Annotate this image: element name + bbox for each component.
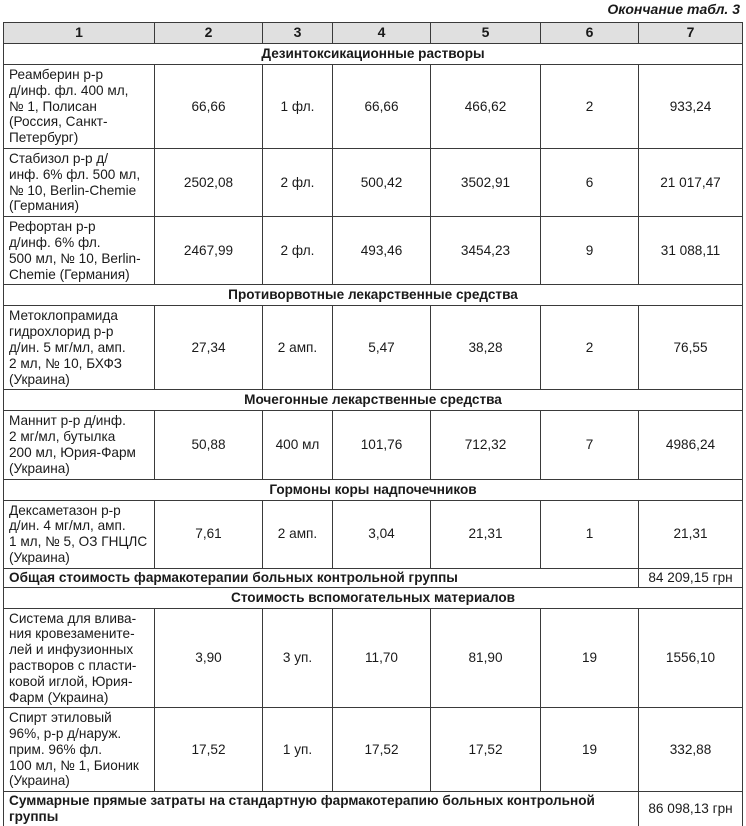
value-cell: 2 bbox=[541, 65, 639, 149]
value-cell: 101,76 bbox=[333, 411, 431, 479]
value-cell: 21,31 bbox=[431, 500, 541, 568]
total-value: 86 098,13 грн bbox=[639, 792, 743, 826]
col-header: 4 bbox=[333, 23, 431, 44]
total-pharma-row bbox=[4, 568, 743, 587]
table-row bbox=[4, 65, 743, 149]
drug-name-line: Метоклопрамида bbox=[9, 308, 118, 324]
drug-name-line: ковой иглой, Юрия- bbox=[9, 673, 133, 689]
drug-name-line: 1 мл, № 5, ОЗ ГНЦЛС bbox=[9, 534, 148, 550]
value-cell: 2 фл. bbox=[263, 148, 333, 216]
drug-name-cell bbox=[4, 411, 155, 479]
drug-name-line: растворов с пласти- bbox=[9, 657, 137, 673]
value-cell: 1 фл. bbox=[263, 65, 333, 149]
section-title: Дезинтоксикационные растворы bbox=[4, 44, 743, 65]
col-header: 5 bbox=[431, 23, 541, 44]
drug-name-line: Реамберин р-р bbox=[9, 67, 104, 82]
drug-name-line: № 10, Berlin-Chemie bbox=[9, 182, 137, 198]
value-cell: 66,66 bbox=[333, 65, 431, 149]
header-row bbox=[4, 23, 743, 44]
drug-name-line: (Германия) bbox=[9, 198, 79, 214]
value-cell: 7 bbox=[541, 411, 639, 479]
drug-name-cell bbox=[4, 708, 155, 792]
drug-name-line: д/ин. 4 мг/мл, амп. bbox=[9, 518, 126, 534]
drug-name-line: № 1, Полисан bbox=[9, 98, 97, 114]
table-row bbox=[4, 608, 743, 708]
value-cell: 933,24 bbox=[639, 65, 743, 149]
col-header: 2 bbox=[155, 23, 263, 44]
drug-name-line: 96%, р-р д/наруж. bbox=[9, 726, 122, 742]
section-title: Мочегонные лекарственные средства bbox=[4, 390, 743, 411]
value-cell: 3502,91 bbox=[431, 148, 541, 216]
total-direct-row bbox=[4, 792, 743, 826]
value-cell: 21 017,47 bbox=[639, 148, 743, 216]
drug-name-line: Петербург) bbox=[9, 130, 79, 146]
value-cell: 27,34 bbox=[155, 306, 263, 390]
value-cell: 66,66 bbox=[155, 65, 263, 149]
drug-name-line: прим. 96% фл. bbox=[9, 741, 102, 757]
value-cell: 7,61 bbox=[155, 500, 263, 568]
drug-name-line: 100 мл, № 1, Бионик bbox=[9, 757, 139, 773]
value-cell: 712,32 bbox=[431, 411, 541, 479]
table-body bbox=[4, 44, 743, 826]
value-cell: 3454,23 bbox=[431, 217, 541, 285]
section-row bbox=[4, 390, 743, 411]
value-cell: 2 bbox=[541, 306, 639, 390]
drug-name-line: 500 мл, № 10, Berlin- bbox=[9, 250, 141, 266]
drug-name-cell bbox=[4, 217, 155, 285]
value-cell: 500,42 bbox=[333, 148, 431, 216]
value-cell: 31 088,11 bbox=[639, 217, 743, 285]
drug-name-line: ния кровезамените- bbox=[9, 626, 135, 642]
drug-name-line: (Украина) bbox=[9, 773, 70, 789]
value-cell: 3,04 bbox=[333, 500, 431, 568]
drug-name-line: Спирт этиловый bbox=[9, 710, 112, 726]
drug-name-line: д/инф. 6% фл. bbox=[9, 234, 101, 250]
drug-name-cell bbox=[4, 306, 155, 390]
col-header: 3 bbox=[263, 23, 333, 44]
total-value: 84 209,15 грн bbox=[639, 568, 743, 587]
value-cell: 3 уп. bbox=[263, 608, 333, 708]
value-cell: 2467,99 bbox=[155, 217, 263, 285]
value-cell: 3,90 bbox=[155, 608, 263, 708]
value-cell: 38,28 bbox=[431, 306, 541, 390]
drug-name-cell bbox=[4, 608, 155, 708]
table-row bbox=[4, 500, 743, 568]
value-cell: 493,46 bbox=[333, 217, 431, 285]
drug-name-line: (Украина) bbox=[9, 460, 70, 476]
value-cell: 81,90 bbox=[431, 608, 541, 708]
drug-name-line: инф. 6% фл. 500 мл, bbox=[9, 166, 141, 182]
value-cell: 17,52 bbox=[155, 708, 263, 792]
section-row bbox=[4, 479, 743, 500]
value-cell: 1 уп. bbox=[263, 708, 333, 792]
section-row bbox=[4, 285, 743, 306]
table-row bbox=[4, 708, 743, 792]
value-cell: 2 фл. bbox=[263, 217, 333, 285]
table-row bbox=[4, 306, 743, 390]
value-cell: 400 мл bbox=[263, 411, 333, 479]
drug-name-line: (Украина) bbox=[9, 549, 70, 565]
value-cell: 466,62 bbox=[431, 65, 541, 149]
value-cell: 2502,08 bbox=[155, 148, 263, 216]
drug-name-line: Система для влива- bbox=[9, 610, 137, 626]
drug-name-line: 200 мл, Юрия-Фарм bbox=[9, 444, 136, 460]
drug-name-cell bbox=[4, 500, 155, 568]
value-cell: 332,88 bbox=[639, 708, 743, 792]
value-cell: 2 амп. bbox=[263, 500, 333, 568]
table-row bbox=[4, 148, 743, 216]
section-row bbox=[4, 587, 743, 608]
value-cell: 4986,24 bbox=[639, 411, 743, 479]
drug-name-line: Маннит р-р д/инф. bbox=[9, 413, 126, 429]
drug-name-line: Рефортан р-р bbox=[9, 219, 96, 235]
value-cell: 1 bbox=[541, 500, 639, 568]
drug-name-line: (Украина) bbox=[9, 371, 70, 387]
drug-name-line: Дексаметазон р-р bbox=[9, 502, 121, 518]
total-label: Суммарные прямые затраты на стандартную фармакотерапию больных контрольной группы bbox=[4, 792, 639, 826]
drug-name-line: лей и инфузионных bbox=[9, 642, 134, 658]
col-header: 7 bbox=[639, 23, 743, 44]
value-cell: 76,55 bbox=[639, 306, 743, 390]
value-cell: 19 bbox=[541, 608, 639, 708]
section-row bbox=[4, 44, 743, 65]
value-cell: 50,88 bbox=[155, 411, 263, 479]
value-cell: 11,70 bbox=[333, 608, 431, 708]
col-header: 6 bbox=[541, 23, 639, 44]
cost-table bbox=[3, 22, 743, 826]
drug-name-line: гидрохлорид р-р bbox=[9, 324, 114, 340]
value-cell: 17,52 bbox=[431, 708, 541, 792]
col-header: 1 bbox=[4, 23, 155, 44]
section-title: Противорвотные лекарственные средства bbox=[4, 285, 743, 306]
drug-name-cell bbox=[4, 65, 155, 149]
value-cell: 2 амп. bbox=[263, 306, 333, 390]
drug-name-cell bbox=[4, 148, 155, 216]
table-row bbox=[4, 411, 743, 479]
value-cell: 6 bbox=[541, 148, 639, 216]
drug-name-line: Стабизол р-р д/ bbox=[9, 150, 109, 166]
table-row bbox=[4, 217, 743, 285]
total-label: Общая стоимость фармакотерапии больных контрольной группы bbox=[4, 568, 639, 587]
drug-name-line: Фарм (Украина) bbox=[9, 689, 109, 705]
value-cell: 19 bbox=[541, 708, 639, 792]
table-caption: Окончание табл. 3 bbox=[607, 1, 740, 17]
value-cell: 9 bbox=[541, 217, 639, 285]
drug-name-line: д/ин. 5 мг/мл, амп. bbox=[9, 339, 126, 355]
drug-name-line: д/инф. фл. 400 мл, bbox=[9, 82, 129, 98]
value-cell: 1556,10 bbox=[639, 608, 743, 708]
section-title: Гормоны коры надпочечников bbox=[4, 479, 743, 500]
drug-name-line: Chemie (Германия) bbox=[9, 266, 130, 282]
section-title: Стоимость вспомогательных материалов bbox=[4, 587, 743, 608]
drug-name-line: 2 мл, № 10, БХФЗ bbox=[9, 355, 122, 371]
value-cell: 21,31 bbox=[639, 500, 743, 568]
drug-name-line: 2 мг/мл, бутылка bbox=[9, 429, 116, 445]
drug-name-line: (Россия, Санкт- bbox=[9, 114, 108, 130]
value-cell: 17,52 bbox=[333, 708, 431, 792]
value-cell: 5,47 bbox=[333, 306, 431, 390]
